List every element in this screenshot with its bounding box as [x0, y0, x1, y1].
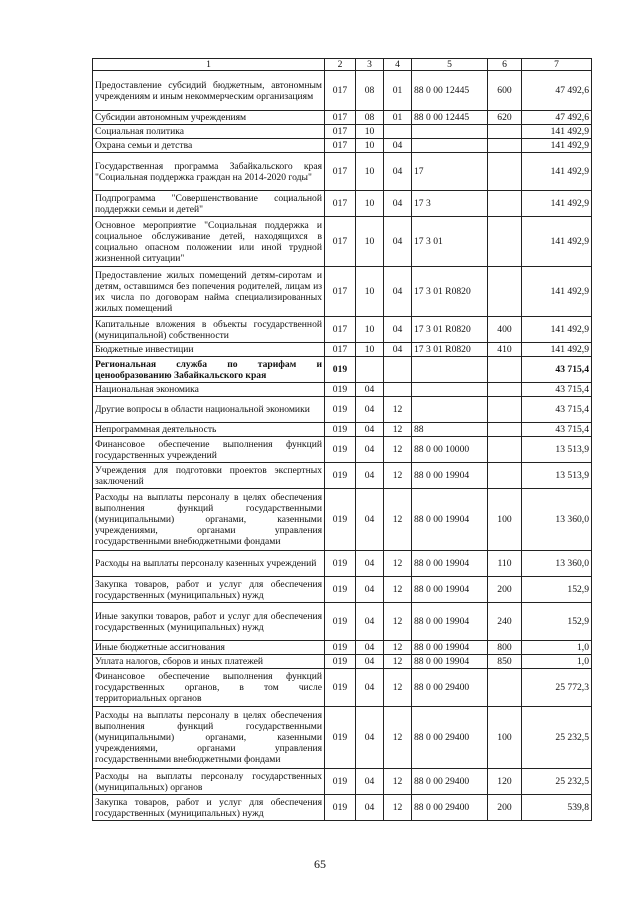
col-header-name: 1: [93, 59, 325, 71]
cell-target-article: 88 0 00 19904: [412, 641, 488, 655]
cell-target-article: 88 0 00 19904: [412, 655, 488, 669]
cell-subsection: 12: [384, 655, 412, 669]
cell-expense-type: 110: [488, 551, 522, 577]
cell-expense-type: 850: [488, 655, 522, 669]
cell-expense-type: [488, 267, 522, 317]
cell-name: Капитальные вложения в объекты государственной (муниципальной) собственности: [93, 317, 325, 343]
cell-section: 04: [356, 669, 384, 707]
table-row: [93, 383, 592, 397]
cell-amount: 43 715,4: [522, 423, 592, 437]
table-body: [93, 71, 592, 821]
cell-name: Закупка товаров, работ и услуг для обеспечения государственных (муниципальных) нужд: [93, 795, 325, 821]
cell-amount: 141 492,9: [522, 153, 592, 191]
cell-ved-code: 019: [325, 383, 356, 397]
cell-target-article: [412, 139, 488, 153]
cell-subsection: 12: [384, 795, 412, 821]
table-row: [93, 191, 592, 217]
cell-section: 10: [356, 153, 384, 191]
cell-ved-code: 017: [325, 153, 356, 191]
cell-name: Субсидии автономным учреждениям: [93, 111, 325, 125]
budget-table: [92, 58, 592, 821]
cell-section: 04: [356, 641, 384, 655]
cell-ved-code: 019: [325, 577, 356, 603]
cell-ved-code: 019: [325, 603, 356, 641]
cell-amount: 13 360,0: [522, 489, 592, 551]
cell-subsection: [384, 383, 412, 397]
cell-target-article: [412, 357, 488, 383]
cell-subsection: 12: [384, 489, 412, 551]
cell-amount: 43 715,4: [522, 357, 592, 383]
cell-expense-type: [488, 357, 522, 383]
table-row: [93, 217, 592, 267]
cell-target-article: 88 0 00 12445: [412, 111, 488, 125]
cell-subsection: 04: [384, 191, 412, 217]
cell-ved-code: 017: [325, 191, 356, 217]
cell-name: Предоставление субсидий бюджетным, автономным учреждениям и иным некоммерческим организациям: [93, 71, 325, 111]
cell-ved-code: 019: [325, 423, 356, 437]
cell-amount: 25 232,5: [522, 769, 592, 795]
cell-subsection: 04: [384, 343, 412, 357]
cell-target-article: 17 3 01 R0820: [412, 317, 488, 343]
cell-amount: 141 492,9: [522, 317, 592, 343]
cell-target-article: 88 0 00 19904: [412, 463, 488, 489]
cell-name: Расходы на выплаты персоналу казенных учреждений: [93, 551, 325, 577]
cell-target-article: 88 0 00 10000: [412, 437, 488, 463]
cell-ved-code: 019: [325, 707, 356, 769]
table-row: [93, 317, 592, 343]
cell-subsection: 12: [384, 769, 412, 795]
table-row: [93, 551, 592, 577]
cell-name: Учреждения для подготовки проектов экспертных заключений: [93, 463, 325, 489]
cell-expense-type: [488, 153, 522, 191]
cell-subsection: 12: [384, 397, 412, 423]
cell-target-article: 88: [412, 423, 488, 437]
cell-amount: 47 492,6: [522, 111, 592, 125]
cell-expense-type: [488, 423, 522, 437]
cell-amount: 141 492,9: [522, 343, 592, 357]
cell-section: 10: [356, 139, 384, 153]
cell-target-article: 88 0 00 29400: [412, 707, 488, 769]
cell-ved-code: 019: [325, 463, 356, 489]
table-row: [93, 463, 592, 489]
table-row: [93, 669, 592, 707]
cell-section: 10: [356, 267, 384, 317]
cell-ved-code: 017: [325, 317, 356, 343]
cell-expense-type: [488, 139, 522, 153]
cell-ved-code: 019: [325, 437, 356, 463]
cell-section: 10: [356, 217, 384, 267]
table-row: [93, 125, 592, 139]
cell-amount: 152,9: [522, 577, 592, 603]
col-header-sum: 7: [522, 59, 592, 71]
cell-expense-type: [488, 437, 522, 463]
cell-expense-type: [488, 383, 522, 397]
cell-name: Уплата налогов, сборов и иных платежей: [93, 655, 325, 669]
cell-target-article: 88 0 00 29400: [412, 769, 488, 795]
cell-name: Расходы на выплаты персоналу в целях обеспечения выполнения функций государственными (муниципальными) органами, казенными учреждениями, органами управления государственными внебюджетными фондами: [93, 707, 325, 769]
cell-target-article: 88 0 00 19904: [412, 489, 488, 551]
cell-target-article: 17 3 01 R0820: [412, 267, 488, 317]
cell-subsection: 12: [384, 707, 412, 769]
cell-name: Предоставление жилых помещений детям-сиротам и детям, оставшимся без попечения родителей, лицам из их числа по договорам найма специализированных жилых помещений: [93, 267, 325, 317]
cell-name: Расходы на выплаты персоналу в целях обеспечения выполнения функций государственными (муниципальными) органами, казенными учреждениями, органами управления государственными внебюджетными фондами: [93, 489, 325, 551]
cell-ved-code: 019: [325, 655, 356, 669]
cell-target-article: [412, 383, 488, 397]
cell-amount: 152,9: [522, 603, 592, 641]
cell-ved-code: 017: [325, 71, 356, 111]
cell-expense-type: [488, 125, 522, 139]
cell-subsection: 12: [384, 437, 412, 463]
cell-name: Социальная политика: [93, 125, 325, 139]
cell-name: Основное мероприятие "Социальная поддержка и социальное обслуживание детей, находящихся в социально опасном положении или иной трудной жизненной ситуации": [93, 217, 325, 267]
cell-section: 04: [356, 707, 384, 769]
table-row: [93, 397, 592, 423]
table-row: [93, 267, 592, 317]
cell-amount: 141 492,9: [522, 191, 592, 217]
cell-name: Государственная программа Забайкальского края "Социальная поддержка граждан на 2014-2020 годы": [93, 153, 325, 191]
cell-expense-type: 100: [488, 489, 522, 551]
cell-amount: 539,8: [522, 795, 592, 821]
cell-subsection: 04: [384, 317, 412, 343]
cell-amount: 47 492,6: [522, 71, 592, 111]
cell-ved-code: 017: [325, 343, 356, 357]
cell-section: 04: [356, 795, 384, 821]
cell-target-article: 88 0 00 19904: [412, 577, 488, 603]
cell-section: 04: [356, 655, 384, 669]
cell-name: Финансовое обеспечение выполнения функций государственных учреждений: [93, 437, 325, 463]
cell-expense-type: [488, 397, 522, 423]
cell-expense-type: 600: [488, 71, 522, 111]
cell-ved-code: 017: [325, 267, 356, 317]
cell-expense-type: 120: [488, 769, 522, 795]
cell-amount: 1,0: [522, 655, 592, 669]
table-row: [93, 795, 592, 821]
cell-ved-code: 019: [325, 357, 356, 383]
cell-amount: 141 492,9: [522, 267, 592, 317]
table-row: [93, 603, 592, 641]
cell-section: 04: [356, 423, 384, 437]
cell-subsection: 04: [384, 139, 412, 153]
cell-amount: 1,0: [522, 641, 592, 655]
cell-subsection: 12: [384, 463, 412, 489]
cell-subsection: 12: [384, 551, 412, 577]
cell-section: 04: [356, 437, 384, 463]
table-row: [93, 343, 592, 357]
cell-name: Охрана семьи и детства: [93, 139, 325, 153]
cell-section: 04: [356, 463, 384, 489]
cell-section: 04: [356, 383, 384, 397]
cell-name: Региональная служба по тарифам и ценообразованию Забайкальского края: [93, 357, 325, 383]
cell-ved-code: 019: [325, 489, 356, 551]
cell-amount: 141 492,9: [522, 217, 592, 267]
cell-name: Иные бюджетные ассигнования: [93, 641, 325, 655]
cell-target-article: 88 0 00 19904: [412, 603, 488, 641]
table-row: [93, 769, 592, 795]
cell-subsection: 12: [384, 423, 412, 437]
cell-ved-code: 019: [325, 795, 356, 821]
cell-subsection: 04: [384, 153, 412, 191]
table-row: [93, 357, 592, 383]
cell-expense-type: 410: [488, 343, 522, 357]
cell-section: 04: [356, 397, 384, 423]
cell-ved-code: 019: [325, 397, 356, 423]
cell-expense-type: 200: [488, 577, 522, 603]
cell-name: Финансовое обеспечение выполнения функций государственных органов, в том числе территориальных органов: [93, 669, 325, 707]
cell-target-article: 17: [412, 153, 488, 191]
cell-amount: 141 492,9: [522, 139, 592, 153]
cell-name: Бюджетные инвестиции: [93, 343, 325, 357]
table-row: [93, 153, 592, 191]
table-row: [93, 707, 592, 769]
cell-section: 04: [356, 577, 384, 603]
cell-amount: 43 715,4: [522, 397, 592, 423]
cell-name: Иные закупки товаров, работ и услуг для обеспечения государственных (муниципальных) нужд: [93, 603, 325, 641]
cell-ved-code: 017: [325, 139, 356, 153]
cell-name: Другие вопросы в области национальной экономики: [93, 397, 325, 423]
cell-subsection: 01: [384, 71, 412, 111]
cell-section: [356, 357, 384, 383]
table-header-row: [93, 59, 592, 71]
cell-section: 04: [356, 489, 384, 551]
table-row: [93, 71, 592, 111]
cell-subsection: [384, 357, 412, 383]
col-header-ved: 2: [325, 59, 356, 71]
cell-section: 04: [356, 769, 384, 795]
cell-name: Расходы на выплаты персоналу государственных (муниципальных) органов: [93, 769, 325, 795]
cell-subsection: 12: [384, 641, 412, 655]
col-header-vr: 6: [488, 59, 522, 71]
cell-expense-type: [488, 191, 522, 217]
table-row: [93, 577, 592, 603]
table-row: [93, 655, 592, 669]
cell-subsection: 12: [384, 577, 412, 603]
cell-name: Непрограммная деятельность: [93, 423, 325, 437]
cell-ved-code: 017: [325, 125, 356, 139]
cell-amount: 13 513,9: [522, 463, 592, 489]
cell-amount: 141 492,9: [522, 125, 592, 139]
cell-target-article: 17 3 01 R0820: [412, 343, 488, 357]
cell-section: 10: [356, 317, 384, 343]
cell-expense-type: 620: [488, 111, 522, 125]
table-row: [93, 139, 592, 153]
cell-ved-code: 017: [325, 111, 356, 125]
cell-expense-type: 200: [488, 795, 522, 821]
table-row: [93, 111, 592, 125]
cell-section: 08: [356, 111, 384, 125]
cell-name: Закупка товаров, работ и услуг для обеспечения государственных (муниципальных) нужд: [93, 577, 325, 603]
cell-section: 04: [356, 603, 384, 641]
col-header-csr: 5: [412, 59, 488, 71]
cell-target-article: 88 0 00 19904: [412, 551, 488, 577]
cell-name: Подпрограмма "Совершенствование социальной поддержки семьи и детей": [93, 191, 325, 217]
cell-ved-code: 019: [325, 769, 356, 795]
table-row: [93, 423, 592, 437]
cell-amount: 43 715,4: [522, 383, 592, 397]
cell-amount: 25 232,5: [522, 707, 592, 769]
table-row: [93, 489, 592, 551]
cell-ved-code: 017: [325, 217, 356, 267]
cell-subsection: 12: [384, 603, 412, 641]
table-row: [93, 641, 592, 655]
cell-target-article: 17 3 01: [412, 217, 488, 267]
cell-subsection: [384, 125, 412, 139]
cell-section: 08: [356, 71, 384, 111]
cell-expense-type: [488, 463, 522, 489]
cell-subsection: 01: [384, 111, 412, 125]
cell-ved-code: 019: [325, 551, 356, 577]
cell-expense-type: 240: [488, 603, 522, 641]
cell-subsection: 12: [384, 669, 412, 707]
cell-target-article: 88 0 00 12445: [412, 71, 488, 111]
cell-expense-type: [488, 669, 522, 707]
cell-target-article: 17 3: [412, 191, 488, 217]
cell-subsection: 04: [384, 217, 412, 267]
col-header-pr: 4: [384, 59, 412, 71]
cell-name: Национальная экономика: [93, 383, 325, 397]
cell-expense-type: [488, 217, 522, 267]
cell-expense-type: 800: [488, 641, 522, 655]
cell-ved-code: 019: [325, 669, 356, 707]
cell-target-article: 88 0 00 29400: [412, 795, 488, 821]
cell-section: 10: [356, 343, 384, 357]
cell-section: 10: [356, 191, 384, 217]
cell-subsection: 04: [384, 267, 412, 317]
cell-ved-code: 019: [325, 641, 356, 655]
table-row: [93, 437, 592, 463]
cell-target-article: [412, 397, 488, 423]
cell-amount: 25 772,3: [522, 669, 592, 707]
page-number: 65: [314, 857, 326, 871]
cell-amount: 13 513,9: [522, 437, 592, 463]
cell-target-article: [412, 125, 488, 139]
cell-expense-type: 400: [488, 317, 522, 343]
cell-section: 10: [356, 125, 384, 139]
cell-section: 04: [356, 551, 384, 577]
cell-expense-type: 100: [488, 707, 522, 769]
cell-amount: 13 360,0: [522, 551, 592, 577]
col-header-rz: 3: [356, 59, 384, 71]
cell-target-article: 88 0 00 29400: [412, 669, 488, 707]
